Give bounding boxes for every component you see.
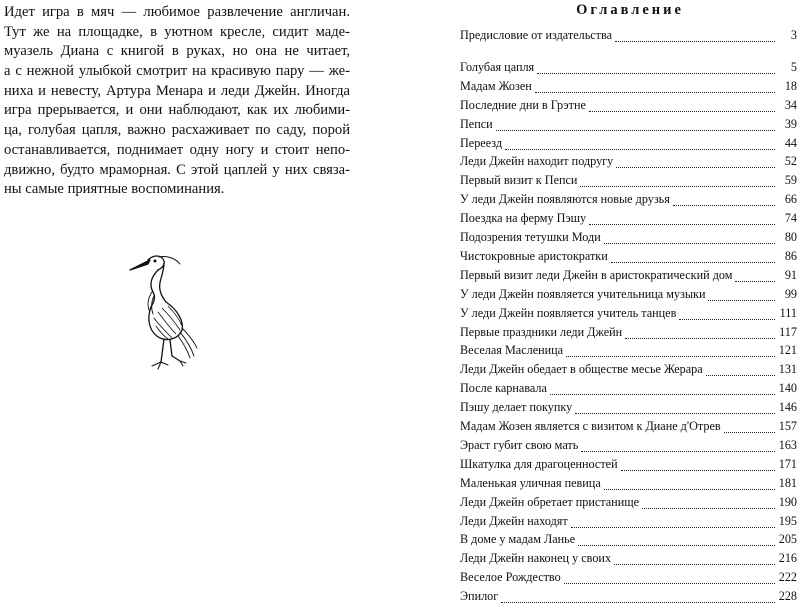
toc-entry-page-number: 205 bbox=[778, 532, 797, 547]
toc-entry-title: Первый визит к Пепси bbox=[460, 173, 578, 188]
toc-dot-leader bbox=[615, 40, 775, 42]
toc-entry-title: Леди Джейн обретает пристанище bbox=[460, 494, 640, 509]
toc-entry-page-number: 5 bbox=[790, 59, 797, 74]
toc-entry[interactable] bbox=[460, 306, 797, 324]
toc-dot-leader bbox=[575, 412, 774, 414]
toc-entry-title: У леди Джейн появляются новые друзья bbox=[460, 192, 670, 207]
toc-entry-title: Эпилог bbox=[460, 589, 499, 604]
toc-entry-page-number: 222 bbox=[778, 570, 797, 585]
toc-entry-page-number: 216 bbox=[778, 551, 797, 566]
paragraph-line: Идет игра в мяч — любимое развлечение англичан. bbox=[4, 4, 350, 20]
heron-drawing-icon bbox=[124, 230, 204, 372]
story-paragraph bbox=[4, 3, 350, 200]
paragraph-line: останавливается, поднимает одну ногу и стоит непо- bbox=[4, 141, 350, 158]
toc-entry-page-number: 117 bbox=[779, 324, 797, 339]
toc-entry-title: Веселое Рождество bbox=[460, 570, 561, 585]
toc-entry-page-number: 163 bbox=[778, 437, 797, 452]
toc-entry-page-number: 190 bbox=[778, 494, 797, 509]
paragraph-line: ца, голубая цапля, важно расхаживает по саду, порой bbox=[4, 122, 350, 139]
toc-entry[interactable] bbox=[460, 98, 797, 116]
toc-entry-title: Первые праздники леди Джейн bbox=[460, 324, 623, 339]
toc-entry-page-number: 140 bbox=[778, 381, 797, 396]
toc-entry-title: У леди Джейн появляется учительница музыки bbox=[460, 286, 706, 301]
toc-entry-title: Последние дни в Грэтне bbox=[460, 97, 586, 112]
paragraph-line: ниха и невесту, Артура Менара и леди Джейн. Иногда bbox=[4, 82, 350, 99]
toc-entry-title: Маленькая уличная певица bbox=[460, 475, 601, 490]
toc-entry-page-number: 74 bbox=[784, 211, 797, 226]
toc-dot-leader bbox=[611, 261, 775, 263]
toc-entry-page-number: 80 bbox=[784, 230, 797, 244]
toc-entry-page-number: 228 bbox=[778, 589, 797, 604]
paragraph-line: а с нежной улыбкой смотрит на красивую пару — же- bbox=[4, 63, 350, 80]
toc-entry-page-number: 66 bbox=[784, 192, 797, 207]
paragraph-line: движно, будто мраморная. С этой цаплей у них связа- bbox=[4, 161, 350, 178]
toc-entry-title: Голубая цапля bbox=[460, 59, 535, 74]
toc-entry-page-number: 59 bbox=[784, 173, 797, 188]
toc-entry-page-number: 39 bbox=[784, 116, 797, 131]
toc-entry[interactable] bbox=[460, 136, 797, 154]
toc-entry-title: Первый визит леди Джейн в аристократический дом bbox=[460, 267, 733, 282]
toc-dot-leader bbox=[735, 280, 775, 282]
toc-entry-title: Переезд bbox=[460, 135, 503, 150]
paragraph-line: Тут же на площадке, в уютном кресле, сидит маде- bbox=[4, 23, 350, 40]
paragraph-line: муазель Диана с книгой в руках, но она не читает, bbox=[4, 43, 350, 60]
toc-entry[interactable] bbox=[460, 79, 797, 97]
toc-dot-leader bbox=[564, 582, 775, 584]
toc-dot-leader bbox=[642, 507, 775, 509]
toc-entry[interactable] bbox=[460, 514, 797, 532]
toc-entry-page-number: 157 bbox=[778, 419, 797, 433]
toc-entry-page-number: 18 bbox=[784, 78, 797, 93]
toc-entry-title: Леди Джейн наконец у своих bbox=[460, 551, 612, 566]
toc-entry-page-number: 146 bbox=[778, 400, 797, 415]
toc-entry-page-number: 121 bbox=[778, 343, 797, 358]
toc-entry-title: Эраст губит свою мать bbox=[460, 437, 579, 452]
toc-dot-leader bbox=[496, 129, 775, 131]
toc-entry-page-number: 86 bbox=[784, 248, 797, 263]
toc-dot-leader bbox=[550, 393, 775, 395]
toc-dot-leader bbox=[589, 110, 775, 112]
toc-entry-title: Веселая Масленица bbox=[460, 343, 564, 358]
toc-dot-leader bbox=[673, 204, 775, 206]
toc-entry-title: Мадам Жозен является с визитом к Диане д'Отрев bbox=[460, 419, 721, 433]
toc-entry-page-number: 44 bbox=[784, 135, 797, 150]
paragraph-line: ны самые приятные воспоминания. bbox=[4, 181, 225, 198]
toc-dot-leader bbox=[621, 469, 775, 471]
right-page bbox=[460, 0, 800, 604]
toc-dot-leader bbox=[501, 601, 774, 603]
toc-entry-title: Пэшу делает покупку bbox=[460, 400, 573, 415]
toc-dot-leader bbox=[580, 185, 775, 187]
toc-entry[interactable] bbox=[460, 154, 797, 172]
toc-entry[interactable] bbox=[460, 400, 797, 418]
toc-entry-title: Леди Джейн обедает в обществе месье Жерара bbox=[460, 362, 703, 377]
toc-entry[interactable] bbox=[460, 438, 797, 456]
toc-entry-title: Чистокровные аристократки bbox=[460, 248, 608, 263]
toc-dot-leader bbox=[616, 166, 775, 168]
toc-dot-leader bbox=[706, 374, 775, 376]
toc-dot-leader bbox=[566, 355, 775, 357]
toc-entry-page-number: 111 bbox=[779, 305, 797, 320]
toc-dot-leader bbox=[505, 148, 775, 150]
toc-entry-title: Подозрения тетушки Моди bbox=[460, 230, 601, 244]
toc-dot-leader bbox=[571, 526, 775, 528]
toc-entry[interactable] bbox=[460, 60, 797, 78]
toc-entry-title: Шкатулка для драгоценностей bbox=[460, 456, 618, 471]
toc-entry[interactable] bbox=[460, 362, 797, 380]
toc-entry-title: Пепси bbox=[460, 116, 493, 131]
toc-entry[interactable] bbox=[460, 495, 797, 513]
toc-entry-title: Предисловие от издательства bbox=[460, 28, 613, 42]
toc-entry-page-number: 91 bbox=[784, 267, 797, 282]
toc-dot-leader bbox=[535, 91, 775, 93]
paragraph-line: игра прерывается, и они наблюдают, как их любими- bbox=[4, 102, 350, 119]
toc-entry[interactable] bbox=[460, 381, 797, 399]
toc-entry[interactable] bbox=[460, 192, 797, 210]
toc-entry-page-number: 99 bbox=[784, 286, 797, 301]
toc-entry[interactable] bbox=[460, 287, 797, 305]
toc-dot-leader bbox=[724, 431, 775, 433]
toc-entry[interactable] bbox=[460, 589, 797, 607]
toc-entry-page-number: 171 bbox=[778, 456, 797, 471]
toc-entry[interactable] bbox=[460, 551, 797, 569]
toc-entry-title: Поездка на ферму Пэшу bbox=[460, 211, 587, 226]
toc-dot-leader bbox=[679, 318, 775, 320]
toc-entry[interactable] bbox=[460, 570, 797, 588]
toc-entry-title: В доме у мадам Ланье bbox=[460, 532, 576, 547]
toc-entry[interactable] bbox=[460, 343, 797, 361]
toc-entry-title: У леди Джейн появляется учитель танцев bbox=[460, 305, 677, 320]
toc-entry[interactable] bbox=[460, 457, 797, 475]
toc-entry[interactable] bbox=[460, 28, 797, 46]
toc-entry[interactable] bbox=[460, 249, 797, 267]
toc-entry-page-number: 131 bbox=[778, 362, 797, 377]
toc-dot-leader bbox=[589, 223, 775, 225]
toc-entry[interactable] bbox=[460, 173, 797, 191]
toc-dot-leader bbox=[604, 488, 775, 490]
toc-entry-title: Леди Джейн находят bbox=[460, 513, 568, 528]
left-page bbox=[0, 0, 400, 537]
toc-entry-page-number: 52 bbox=[784, 154, 797, 169]
toc-entry[interactable] bbox=[460, 117, 797, 135]
toc-entry[interactable] bbox=[460, 476, 797, 494]
toc-entry[interactable] bbox=[460, 230, 797, 248]
toc-entry[interactable] bbox=[460, 211, 797, 229]
toc-entry[interactable] bbox=[460, 419, 797, 437]
toc-entry-page-number: 34 bbox=[784, 97, 797, 112]
toc-dot-leader bbox=[708, 299, 775, 301]
toc-entry[interactable] bbox=[460, 325, 797, 343]
toc-entry-title: После карнавала bbox=[460, 381, 547, 396]
toc-entry-title: Леди Джейн находит подругу bbox=[460, 154, 614, 169]
toc-dot-leader bbox=[581, 450, 774, 452]
toc-entry-page-number: 3 bbox=[790, 28, 797, 42]
toc-dot-leader bbox=[578, 544, 775, 546]
toc-dot-leader bbox=[604, 242, 775, 244]
toc-entry-title: Мадам Жозен bbox=[460, 78, 532, 93]
toc-dot-leader bbox=[614, 563, 775, 565]
toc-entry-page-number: 181 bbox=[778, 475, 797, 490]
toc-entry[interactable] bbox=[460, 532, 797, 550]
toc-title: Оглавление bbox=[576, 2, 684, 18]
toc-dot-leader bbox=[537, 72, 775, 74]
toc-dot-leader bbox=[625, 337, 775, 339]
toc-entry[interactable] bbox=[460, 268, 797, 286]
toc-entry-page-number: 195 bbox=[778, 513, 797, 528]
